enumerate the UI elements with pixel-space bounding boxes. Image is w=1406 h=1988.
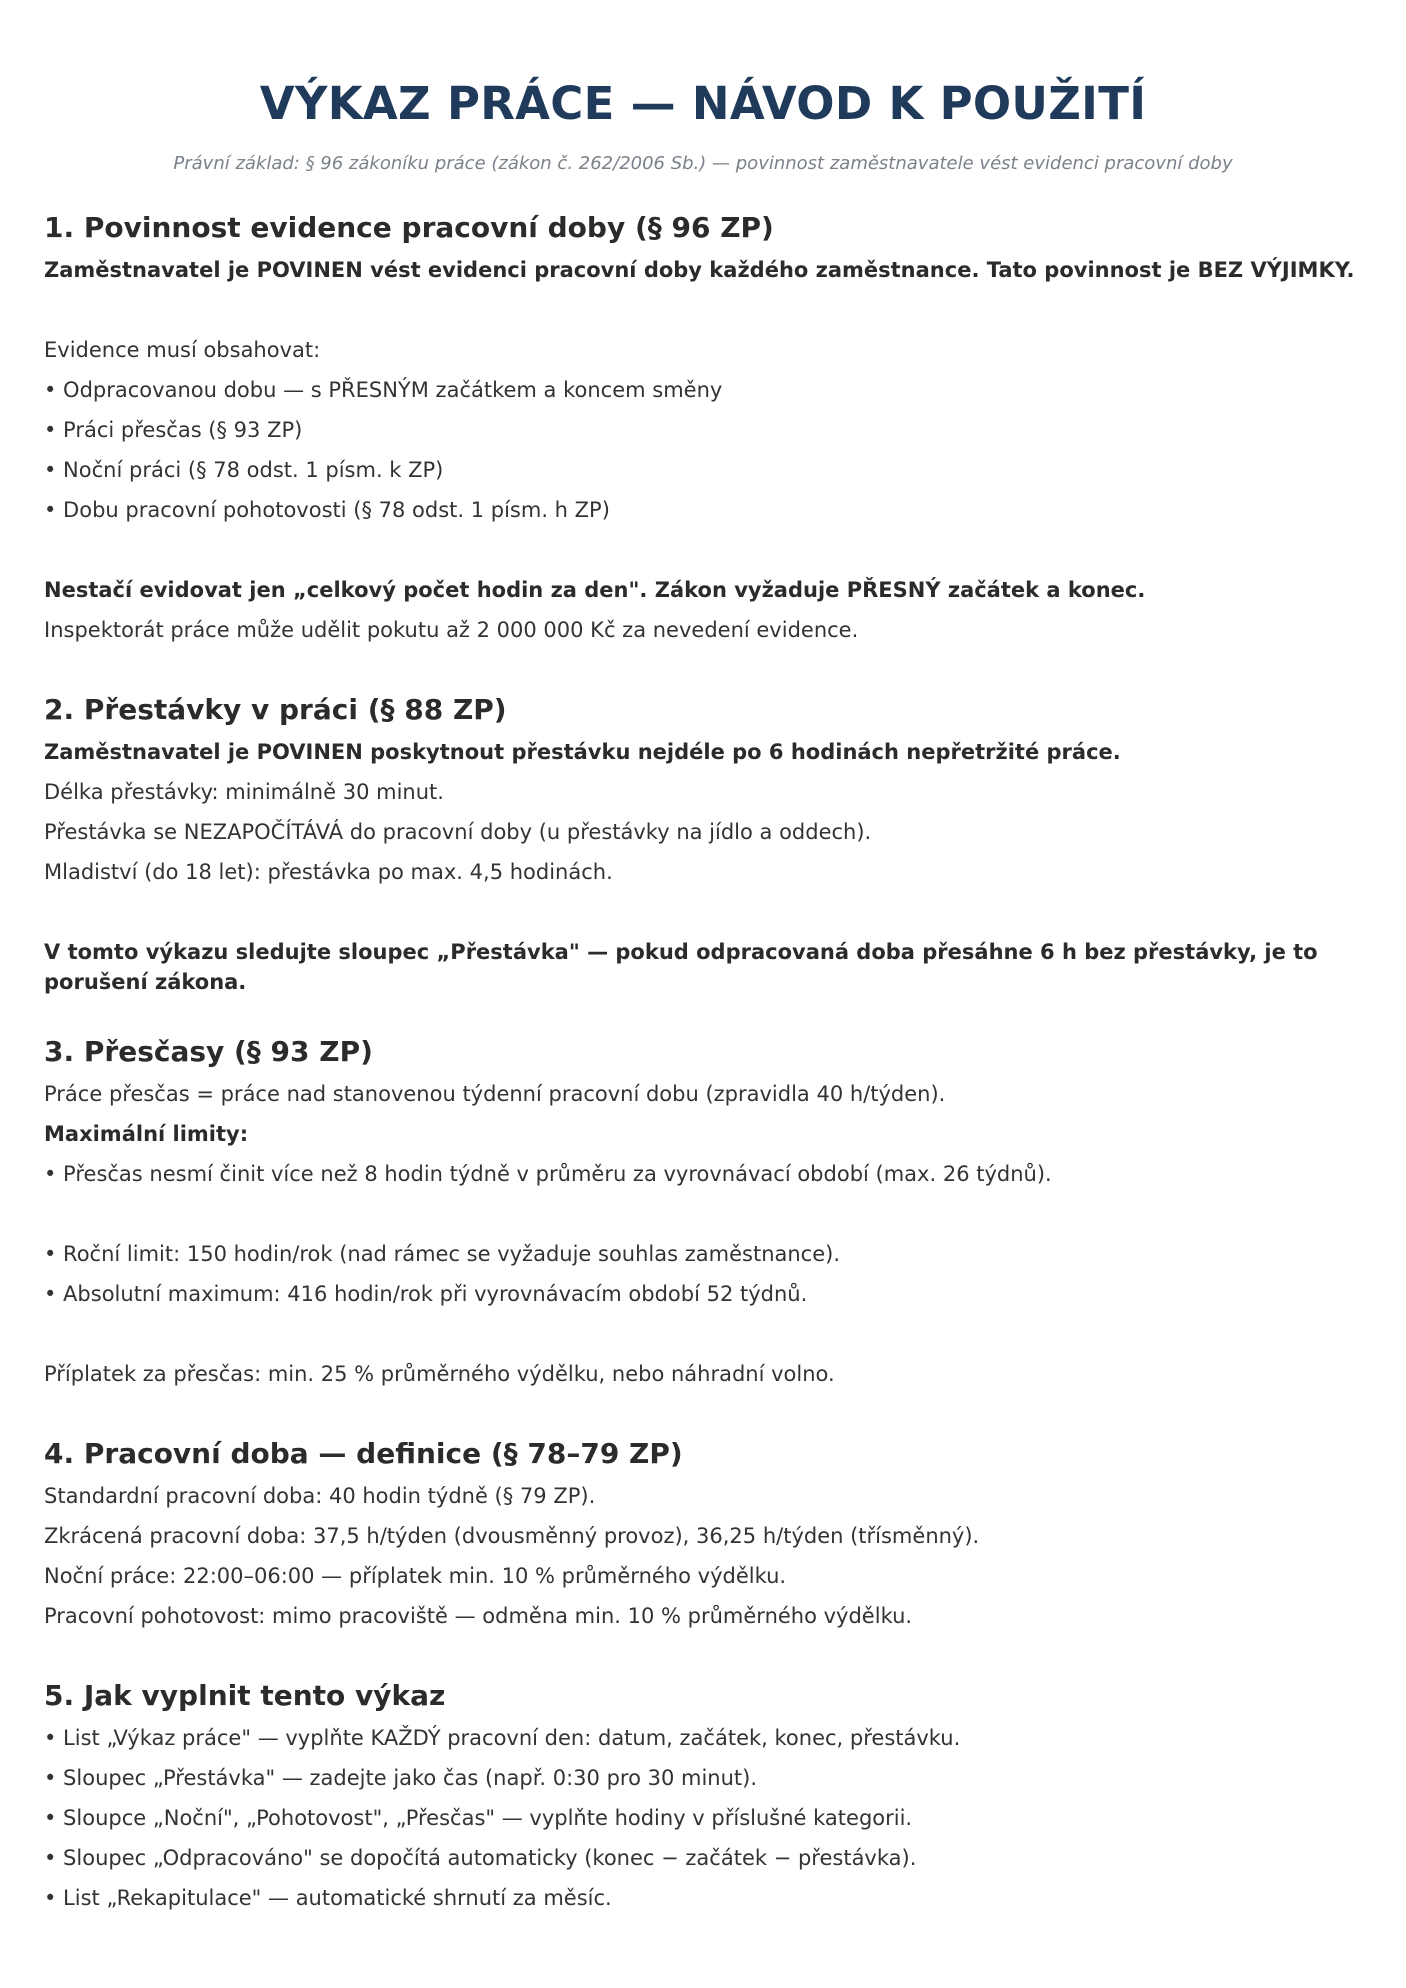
- list-item: • Roční limit: 150 hodin/rok (nad rámec se vyžaduje souhlas zaměstnance).: [44, 1242, 841, 1266]
- list-label: Evidence musí obsahovat:: [44, 338, 321, 362]
- section-overtime: [44, 1032, 1362, 1394]
- text-line: Práce přesčas = práce nad stanovenou týdenní pracovní dobu (zpravidla 40 h/týden).: [44, 1082, 946, 1106]
- spacer: [44, 530, 1362, 570]
- text-line: Zkrácená pracovní doba: 37,5 h/týden (dvousměnný provoz), 36,25 h/týden (třísměnný).: [44, 1524, 980, 1548]
- section-working-time: [44, 1434, 1362, 1636]
- text-line: Pracovní pohotovost: mimo pracoviště — odměna min. 10 % průměrného výdělku.: [44, 1604, 913, 1628]
- section-heading: 4. Pracovní doba — definice (§ 78–79 ZP): [44, 1437, 683, 1470]
- list-item: • Absolutní maximum: 416 hodin/rok při vyrovnávacím období 52 týdnů.: [44, 1282, 808, 1306]
- section-intro: Zaměstnavatel je POVINEN vést evidenci pracovní doby každého zaměstnance. Tato povinnost je BEZ VÝJIMKY.: [44, 258, 1355, 282]
- list-item: • Přesčas nesmí činit více než 8 hodin týdně v průměru za vyrovnávací období (max. 26 týdnů).: [44, 1162, 1052, 1186]
- limits-label: Maximální limity:: [44, 1122, 249, 1146]
- fine-text: Inspektorát práce může udělit pokutu až 2 000 000 Kč za nevedení evidence.: [44, 618, 859, 642]
- text-line: Mladiství (do 18 let): přestávka po max. 4,5 hodinách.: [44, 860, 613, 884]
- list-item: • Práci přesčas (§ 93 ZP): [44, 418, 303, 442]
- text-line: Standardní pracovní doba: 40 hodin týdně (§ 79 ZP).: [44, 1484, 596, 1508]
- list-item: • Sloupec „Odpracováno" se dopočítá automaticky (konec − začátek − přestávka).: [44, 1846, 917, 1870]
- note-text: V tomto výkazu sledujte sloupec „Přestávka" — pokud odpracovaná doba přesáhne 6 h bez přestávky, je to porušení zákona.: [44, 940, 1318, 994]
- page-subtitle: Právní základ: § 96 zákoníku práce (zákon č. 262/2006 Sb.) — povinnost zaměstnavatele vést evidenci pracovní doby: [173, 153, 1233, 174]
- warning-text: Nestačí evidovat jen „celkový počet hodin za den". Zákon vyžaduje PŘESNÝ začátek a konec.: [44, 578, 1146, 602]
- section-heading: 1. Povinnost evidence pracovní doby (§ 96 ZP): [44, 211, 774, 244]
- section-intro: Zaměstnavatel je POVINEN poskytnout přestávku nejdéle po 6 hodinách nepřetržité práce.: [44, 740, 1121, 764]
- section-heading: 3. Přesčasy (§ 93 ZP): [44, 1035, 373, 1068]
- section-heading: 2. Přestávky v práci (§ 88 ZP): [44, 693, 507, 726]
- list-item: • List „Výkaz práce" — vyplňte KAŽDÝ pracovní den: datum, začátek, konec, přestávku.: [44, 1726, 961, 1750]
- text-line: Přestávka se NEZAPOČÍTÁVÁ do pracovní doby (u přestávky na jídlo a oddech).: [44, 820, 872, 844]
- text-line: Délka přestávky: minimálně 30 minut.: [44, 780, 444, 804]
- section-how-to-fill: [44, 1676, 1362, 1918]
- page-title: VÝKAZ PRÁCE — NÁVOD K POUŽITÍ: [259, 77, 1147, 130]
- list-item: • Noční práci (§ 78 odst. 1 písm. k ZP): [44, 458, 444, 482]
- spacer: [44, 290, 1362, 330]
- text-line: Příplatek za přesčas: min. 25 % průměrného výdělku, nebo náhradní volno.: [44, 1362, 835, 1386]
- list-item: • Odpracovanou dobu — s PŘESNÝM začátkem a koncem směny: [44, 378, 723, 402]
- text-line: Noční práce: 22:00–06:00 — příplatek min. 10 % průměrného výdělku.: [44, 1564, 787, 1588]
- spacer: [44, 892, 1362, 932]
- list-item: • Sloupec „Přestávka" — zadejte jako čas (např. 0:30 pro 30 minut).: [44, 1766, 758, 1790]
- spacer: [44, 1194, 1362, 1234]
- section-evidence: [44, 208, 1362, 650]
- spacer: [44, 1314, 1362, 1354]
- list-item: • Sloupce „Noční", „Pohotovost", „Přesčas" — vyplňte hodiny v příslušné kategorii.: [44, 1806, 913, 1830]
- list-item: • Dobu pracovní pohotovosti (§ 78 odst. 1 písm. h ZP): [44, 498, 610, 522]
- list-item: • List „Rekapitulace" — automatické shrnutí za měsíc.: [44, 1886, 612, 1910]
- section-heading: 5. Jak vyplnit tento výkaz: [44, 1679, 446, 1712]
- section-breaks: [44, 690, 1362, 1002]
